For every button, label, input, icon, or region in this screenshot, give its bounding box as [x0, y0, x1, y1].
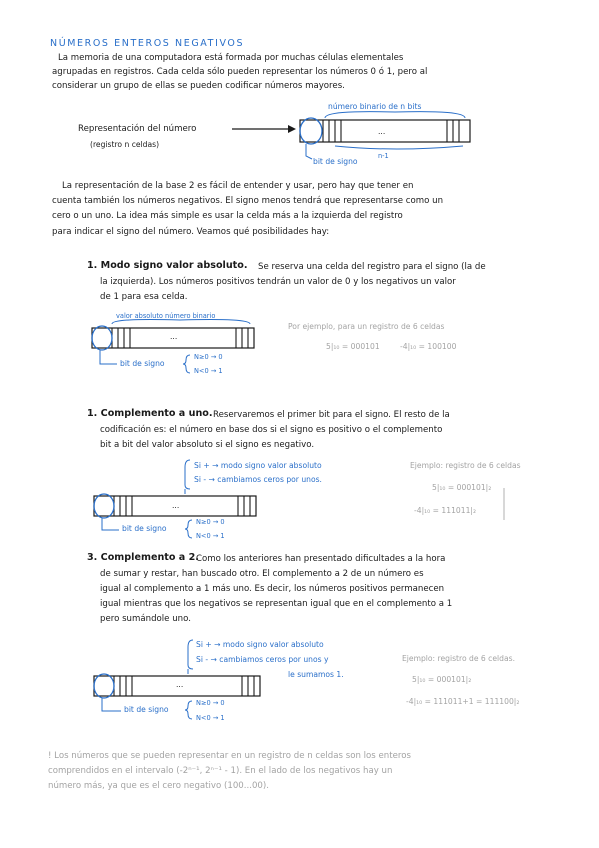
note-line-3: número más, ya que es el cero negativo (100...00).	[48, 781, 269, 791]
section1-sign-label: bit de signo	[120, 359, 165, 368]
sign-bit-label: bit de signo	[313, 157, 358, 166]
section2-line-1: Reservaremos el primer bit para el signo. El resto de la	[213, 410, 450, 420]
section1-top-label: valor absoluto número binario	[116, 312, 216, 320]
section3-line-3: igual al complemento a 1 más uno. Es decir, los números positivos permanecen	[100, 584, 445, 594]
n-minus-one-label: n-1	[378, 152, 389, 160]
note-line-1: ! Los números que se pueden representar en un registro de n celdas son los enteros	[48, 751, 411, 761]
section1-line-3: de 1 para esa celda.	[100, 292, 188, 302]
register-top-label: número binario de n bits	[328, 102, 422, 111]
section1-example-positive: 5|₁₀ = 000101	[326, 342, 380, 351]
section3-heading: 3. Complemento a 2.	[87, 552, 199, 563]
section3-line-4: igual mientras que los negativos se representan igual que en el complemento a 1	[100, 599, 453, 609]
section1-example-title: Por ejemplo, para un registro de 6 celdas	[288, 322, 445, 331]
section3-line-1: Como los anteriores han presentado dificultades a la hora	[196, 554, 446, 564]
section2-heading: 1. Complemento a uno.	[87, 408, 213, 419]
page-title: NÚMEROS ENTEROS NEGATIVOS	[50, 38, 245, 49]
section2-example-title: Ejemplo: registro de 6 celdas	[410, 461, 521, 470]
representation-label: Representación del número	[78, 124, 197, 134]
section2-sign-label: bit de signo	[122, 524, 167, 533]
section3-rule-negative: Si - → cambiamos ceros por unos y	[196, 655, 329, 664]
section2-pos-rule: N≥0 → 0	[196, 518, 225, 526]
section1-heading: 1. Modo signo valor absoluto.	[87, 260, 248, 271]
section2-line-3: bit a bit del valor absoluto si el signo es negativo.	[100, 440, 315, 450]
para2-line-1: La representación de la base 2 es fácil de entender y usar, pero hay que tener en	[62, 181, 414, 191]
intro-line-3: considerar un grupo de ellas se pueden codificar números mayores.	[52, 81, 345, 91]
section2-dots: ...	[172, 501, 180, 510]
section3-line-5: pero sumándole uno.	[100, 614, 191, 624]
section2-rule-positive: Si + → modo signo valor absoluto	[194, 461, 322, 470]
section3-neg-rule: N<0 → 1	[196, 714, 225, 722]
intro-line-1: La memoria de una computadora está formada por muchas células elementales	[58, 53, 404, 63]
section2-example-negative: -4|₁₀ = 111011|₂	[414, 506, 476, 515]
para2-line-4: para indicar el signo del número. Veamos qué posibilidades hay:	[52, 227, 330, 237]
section3-sign-label: bit de signo	[124, 705, 169, 714]
section1-neg-rule: N<0 → 1	[194, 367, 223, 375]
register-sublabel: (registro n celdas)	[90, 140, 160, 149]
section1-dots: ...	[170, 332, 178, 341]
section2-example-positive: 5|₁₀ = 000101|₂	[432, 483, 492, 492]
section3-example-negative: -4|₁₀ = 111011+1 = 111100|₂	[406, 697, 520, 706]
section3-rule-positive: Si + → modo signo valor absoluto	[196, 640, 324, 649]
section1-example-negative: -4|₁₀ = 100100	[400, 342, 457, 351]
section2-line-2: codificación es: el número en base dos si el signo es positivo o el complemento	[100, 425, 443, 435]
section2-neg-rule: N<0 → 1	[196, 532, 225, 540]
intro-line-2: agrupadas en registros. Cada celda sólo pueden representar los números 0 ó 1, pero al	[52, 67, 428, 77]
para2-line-3: cero o un uno. La idea más simple es usar la celda más a la izquierda del registro	[52, 211, 403, 221]
section2-rule-negative: Si - → cambiamos ceros por unos.	[194, 475, 322, 484]
section3-example-title: Ejemplo: registro de 6 celdas.	[402, 654, 515, 663]
section3-pos-rule: N≥0 → 0	[196, 699, 225, 707]
section1-line-2: la izquierda). Los números positivos tendrán un valor de 0 y los negativos un valor	[100, 277, 456, 287]
section1-pos-rule: N≥0 → 0	[194, 353, 223, 361]
section3-rule-plus-one: le sumamos 1.	[288, 670, 344, 679]
para2-line-2: cuenta también los números negativos. El signo menos tendrá que representarse como un	[52, 196, 444, 206]
section3-example-positive: 5|₁₀ = 000101|₂	[412, 675, 472, 684]
register-dots: ...	[378, 127, 386, 136]
section1-line-1: Se reserva una celda del registro para el signo (la de	[258, 262, 486, 272]
note-line-2: comprendidos en el intervalo (-2ⁿ⁻¹, 2ⁿ⁻¹ - 1). En el lado de los negativos hay un	[48, 766, 393, 776]
section3-dots: ...	[176, 680, 184, 689]
section3-line-2: de sumar y restar, han buscado otro. El complemento a 2 de un número es	[100, 569, 424, 579]
